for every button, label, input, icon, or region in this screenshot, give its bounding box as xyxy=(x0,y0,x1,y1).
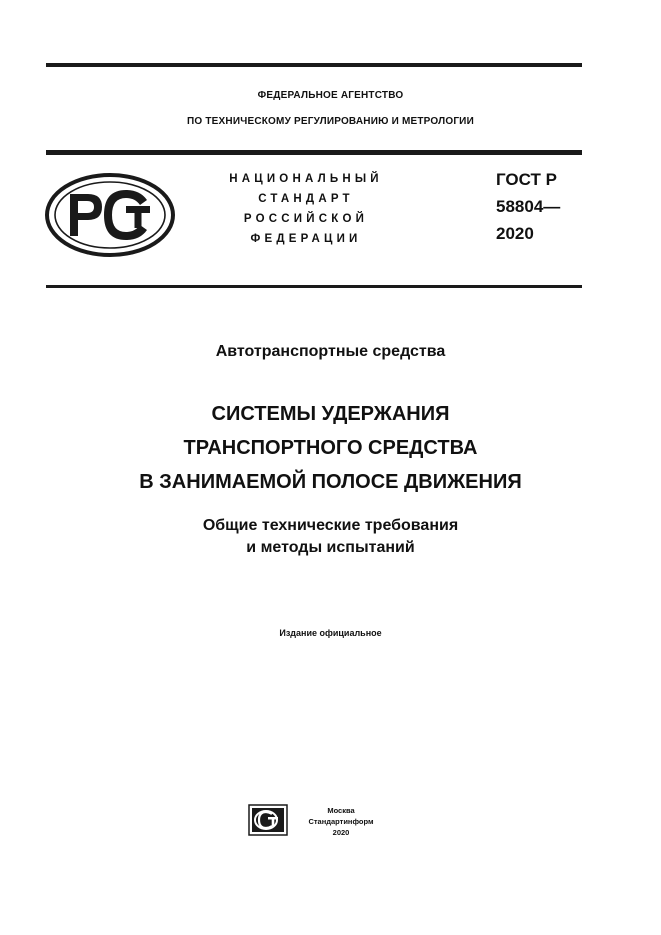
document-subject: Автотранспортные средства xyxy=(215,343,446,360)
title-line: СИСТЕМЫ УДЕРЖАНИЯ xyxy=(211,403,450,425)
publisher-imprint xyxy=(296,805,386,838)
national-line: НАЦИОНАЛЬНЫЙ xyxy=(229,173,383,185)
title-line: В ЗАНИМАЕМОЙ ПОЛОСЕ ДВИЖЕНИЯ xyxy=(139,471,522,493)
national-standard-block xyxy=(200,169,412,249)
top-rule xyxy=(46,63,582,67)
agency-line-2: ПО ТЕХНИЧЕСКОМУ РЕГУЛИРОВАНИЮ И МЕТРОЛОГИИ xyxy=(187,116,474,127)
publisher-name: Стандартинформ xyxy=(308,817,374,826)
edition-note: Издание официальное xyxy=(279,628,382,638)
publisher-city: Москва xyxy=(327,806,355,815)
standartinform-logo-icon xyxy=(248,804,288,836)
title-line: ТРАНСПОРТНОГО СРЕДСТВА xyxy=(183,437,478,459)
gost-designation xyxy=(496,166,560,247)
rst-conformity-logo-icon xyxy=(44,172,176,258)
national-line: СТАНДАРТ xyxy=(258,193,354,205)
gost-line: ГОСТ Р xyxy=(496,170,557,189)
header-bottom-rule xyxy=(46,285,582,288)
gost-line: 2020 xyxy=(496,224,534,243)
gost-line: 58804— xyxy=(496,197,561,216)
header-thick-rule xyxy=(46,150,582,155)
document-subtitle xyxy=(0,515,661,559)
national-line: ФЕДЕРАЦИИ xyxy=(250,233,362,245)
subtitle-line: Общие технические требования xyxy=(202,517,459,534)
document-title xyxy=(0,397,661,499)
agency-line-1: ФЕДЕРАЛЬНОЕ АГЕНТСТВО xyxy=(257,90,404,101)
publisher-year: 2020 xyxy=(332,828,350,837)
subtitle-line: и методы испытаний xyxy=(246,539,415,556)
national-line: РОССИЙСКОЙ xyxy=(243,213,369,225)
